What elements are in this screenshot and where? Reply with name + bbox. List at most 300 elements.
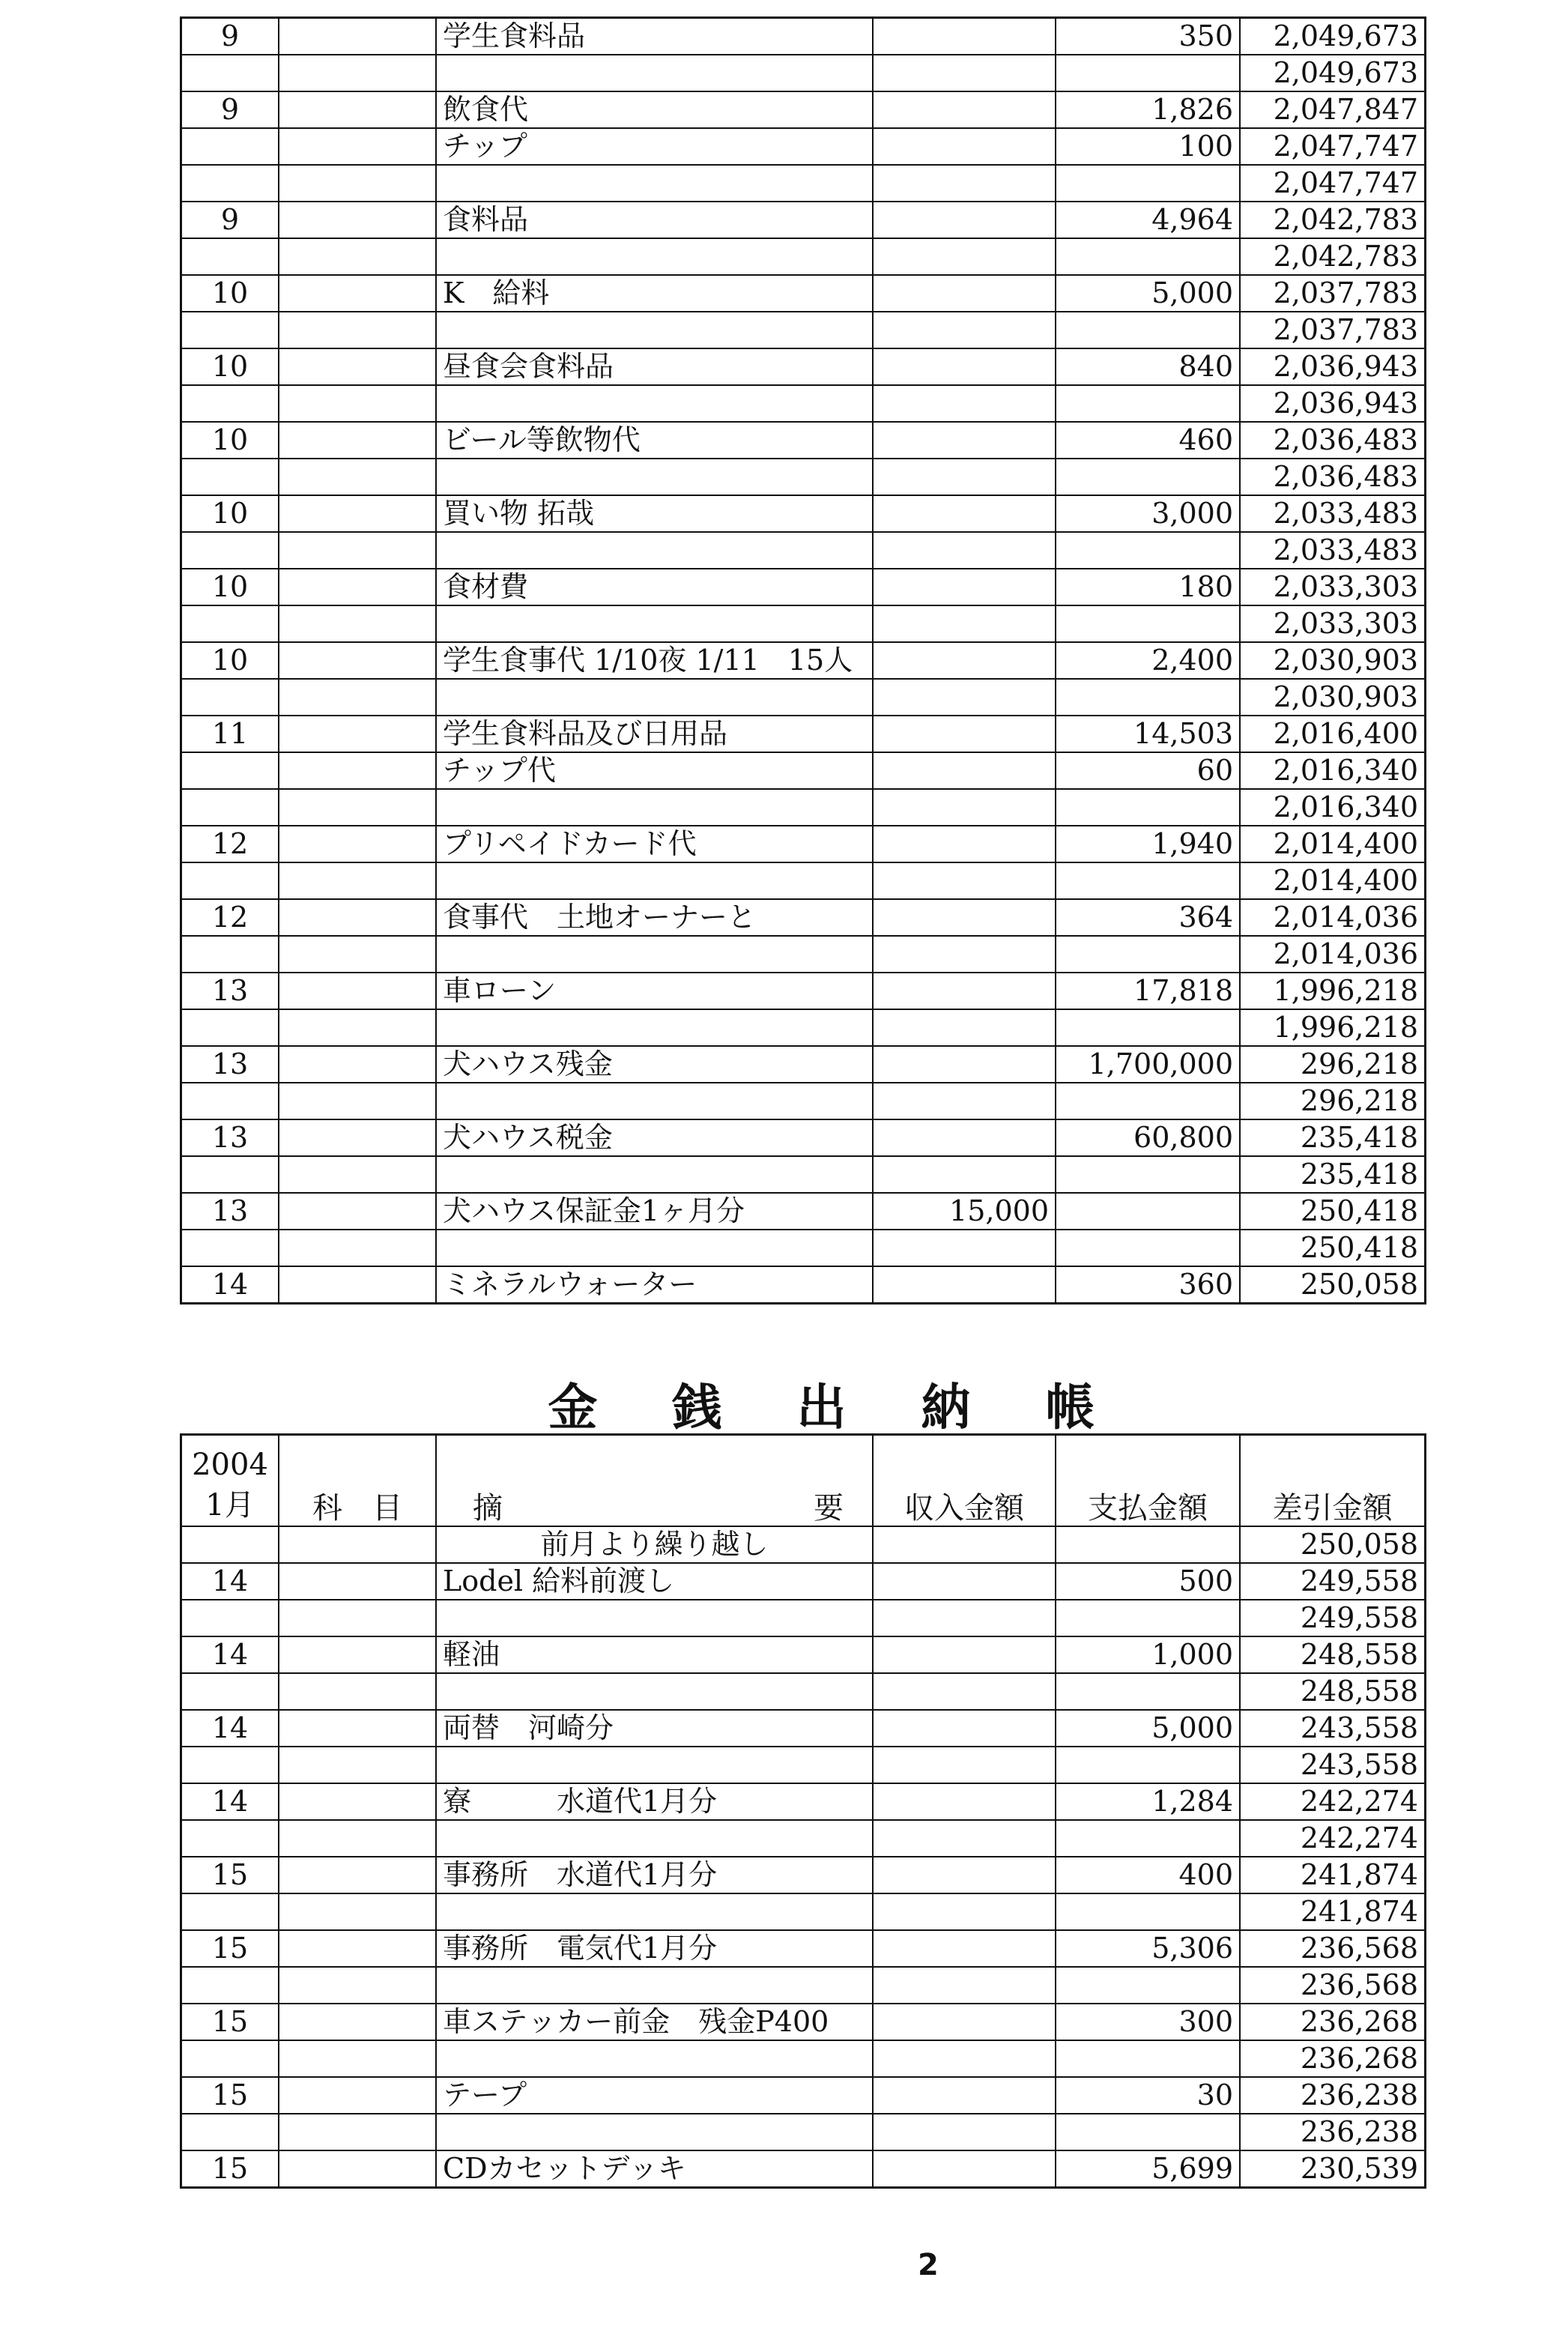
description-cell (436, 1820, 873, 1857)
ledger-row (181, 642, 1426, 679)
subject-cell (279, 789, 436, 826)
description-cell: 事務所 電気代1月分 (436, 1930, 873, 1967)
subject-cell (279, 1563, 436, 1600)
date-cell: 14 (181, 1563, 279, 1600)
ledger-body-continued (181, 18, 1426, 1304)
income-cell (873, 1600, 1056, 1636)
date-cell (181, 165, 279, 202)
payment-cell: 364 (1056, 899, 1240, 936)
date-cell: 13 (181, 973, 279, 1009)
balance-cell: 2,016,340 (1240, 752, 1426, 789)
description-cell: 事務所 水道代1月分 (436, 1857, 873, 1893)
subject-cell (279, 165, 436, 202)
ledger-row (181, 936, 1426, 973)
payment-cell (1056, 1820, 1240, 1857)
payment-cell (1056, 1009, 1240, 1046)
income-cell (873, 91, 1056, 128)
description-cell: 昼食会食料品 (436, 348, 873, 385)
ledger-row (181, 1193, 1426, 1230)
description-cell (436, 1747, 873, 1783)
description-cell: プリペイドカード代 (436, 826, 873, 862)
month-label: 1月 (205, 1488, 255, 1523)
subject-cell (279, 532, 436, 569)
payment-cell (1056, 679, 1240, 716)
payment-cell: 460 (1056, 422, 1240, 459)
payment-cell: 500 (1056, 1563, 1240, 1600)
balance-cell: 236,238 (1240, 2114, 1426, 2150)
date-cell: 15 (181, 1857, 279, 1893)
date-cell: 11 (181, 716, 279, 752)
description-cell (436, 1009, 873, 1046)
payment-cell (1056, 532, 1240, 569)
payment-cell (1056, 862, 1240, 899)
balance-cell: 250,418 (1240, 1193, 1426, 1230)
balance-cell: 2,036,943 (1240, 385, 1426, 422)
description-cell: 軽油 (436, 1636, 873, 1673)
subject-cell (279, 642, 436, 679)
description-cell (436, 55, 873, 91)
payment-cell (1056, 165, 1240, 202)
payment-cell (1056, 2040, 1240, 2077)
ledger-table (180, 1433, 1426, 2189)
balance-cell: 2,030,903 (1240, 642, 1426, 679)
subject-cell (279, 2114, 436, 2150)
balance-cell: 242,274 (1240, 1820, 1426, 1857)
payment-cell (1056, 1967, 1240, 2004)
balance-header: 差引金額 (1240, 1435, 1426, 1527)
balance-cell: 241,874 (1240, 1857, 1426, 1893)
description-cell: ビール等飲物代 (436, 422, 873, 459)
subject-cell (279, 716, 436, 752)
date-cell (181, 459, 279, 495)
balance-cell: 2,047,747 (1240, 165, 1426, 202)
ledger-row (181, 679, 1426, 716)
carry-over-row (181, 1526, 1426, 1563)
ledger-row (181, 385, 1426, 422)
date-cell (181, 1893, 279, 1930)
balance-cell: 235,418 (1240, 1156, 1426, 1193)
payment-cell: 1,000 (1056, 1636, 1240, 1673)
payment-cell: 300 (1056, 2004, 1240, 2040)
income-cell (873, 1636, 1056, 1673)
ledger-row (181, 1046, 1426, 1083)
description-cell: 犬ハウス税金 (436, 1119, 873, 1156)
date-cell: 12 (181, 899, 279, 936)
balance-cell: 250,418 (1240, 1230, 1426, 1266)
description-cell (436, 385, 873, 422)
income-cell (873, 789, 1056, 826)
ledger-row (181, 973, 1426, 1009)
date-cell: 9 (181, 91, 279, 128)
subject-cell (279, 679, 436, 716)
income-cell (873, 1893, 1056, 1930)
balance-cell: 2,016,340 (1240, 789, 1426, 826)
income-cell (873, 679, 1056, 716)
balance-cell: 249,558 (1240, 1600, 1426, 1636)
ledger-row (181, 1230, 1426, 1266)
subject-cell (279, 826, 436, 862)
balance-cell: 2,037,783 (1240, 312, 1426, 348)
income-cell (873, 348, 1056, 385)
ledger-row (181, 312, 1426, 348)
date-cell: 13 (181, 1193, 279, 1230)
description-cell (436, 459, 873, 495)
description-cell: 車ステッカー前金 残金P400 (436, 2004, 873, 2040)
date-cell: 14 (181, 1783, 279, 1820)
description-cell (436, 1156, 873, 1193)
subject-cell (279, 1893, 436, 1930)
income-cell (873, 18, 1056, 55)
subject-cell (279, 1600, 436, 1636)
subject-cell (279, 752, 436, 789)
payment-cell: 30 (1056, 2077, 1240, 2114)
payment-cell (1056, 605, 1240, 642)
ledger-row (181, 238, 1426, 275)
income-cell (873, 1783, 1056, 1820)
balance-cell: 296,218 (1240, 1046, 1426, 1083)
income-cell (873, 1710, 1056, 1747)
description-cell: K 給料 (436, 275, 873, 312)
balance-cell: 2,033,483 (1240, 532, 1426, 569)
ledger-title: 金銭出納帳 (548, 1379, 1170, 1436)
payment-cell (1056, 936, 1240, 973)
income-cell (873, 1747, 1056, 1783)
subject-cell (279, 605, 436, 642)
subject-cell (279, 422, 436, 459)
income-cell (873, 165, 1056, 202)
subject-cell (279, 973, 436, 1009)
date-cell (181, 862, 279, 899)
ledger-row (181, 752, 1426, 789)
income-cell (873, 128, 1056, 165)
description-cell (436, 936, 873, 973)
balance-cell: 236,568 (1240, 1930, 1426, 1967)
payment-cell: 5,000 (1056, 1710, 1240, 1747)
income-cell (873, 973, 1056, 1009)
subject-cell (279, 1636, 436, 1673)
date-cell: 10 (181, 422, 279, 459)
ledger-row (181, 1857, 1426, 1893)
ledger-row (181, 91, 1426, 128)
date-cell: 10 (181, 569, 279, 605)
ledger-row (181, 1600, 1426, 1636)
date-cell: 10 (181, 642, 279, 679)
payment-cell (1056, 1673, 1240, 1710)
date-cell: 14 (181, 1710, 279, 1747)
date-header (181, 1435, 279, 1527)
payment-cell (1056, 1156, 1240, 1193)
date-cell (181, 936, 279, 973)
date-cell: 10 (181, 275, 279, 312)
balance-cell: 2,030,903 (1240, 679, 1426, 716)
payment-cell: 400 (1056, 1857, 1240, 1893)
balance-cell: 2,014,400 (1240, 826, 1426, 862)
balance-cell: 2,049,673 (1240, 18, 1426, 55)
balance-cell: 236,268 (1240, 2004, 1426, 2040)
subject-cell (279, 1230, 436, 1266)
balance-cell: 1,996,218 (1240, 973, 1426, 1009)
date-cell (181, 1156, 279, 1193)
date-cell (181, 605, 279, 642)
subject-cell (279, 569, 436, 605)
income-cell (873, 1857, 1056, 1893)
description-cell (436, 605, 873, 642)
carry-over-label: 前月より繰り越し (436, 1526, 873, 1563)
payment-cell (1056, 1747, 1240, 1783)
date-cell (181, 679, 279, 716)
ledger-body (181, 1435, 1426, 2188)
subject-cell (279, 2077, 436, 2114)
date-cell (181, 238, 279, 275)
income-cell (873, 1009, 1056, 1046)
balance-cell: 2,016,400 (1240, 716, 1426, 752)
balance-cell: 2,037,783 (1240, 275, 1426, 312)
payment-cell: 180 (1056, 569, 1240, 605)
date-cell (181, 1747, 279, 1783)
payment-cell: 60,800 (1056, 1119, 1240, 1156)
date-cell: 10 (181, 348, 279, 385)
income-cell (873, 826, 1056, 862)
date-cell: 13 (181, 1046, 279, 1083)
balance-cell: 2,033,303 (1240, 569, 1426, 605)
balance-cell: 1,996,218 (1240, 1009, 1426, 1046)
ledger-row (181, 1930, 1426, 1967)
ledger-row (181, 1119, 1426, 1156)
payment-cell: 100 (1056, 128, 1240, 165)
balance-cell: 248,558 (1240, 1673, 1426, 1710)
payment-cell (1056, 238, 1240, 275)
payment-cell (1056, 312, 1240, 348)
subject-cell (279, 1526, 436, 1563)
carry-over-balance: 250,058 (1240, 1526, 1426, 1563)
date-cell (181, 789, 279, 826)
payment-cell (1056, 1083, 1240, 1119)
subject-cell (279, 1673, 436, 1710)
description-cell: Lodel 給料前渡し (436, 1563, 873, 1600)
ledger-row (181, 826, 1426, 862)
subject-cell (279, 1967, 436, 2004)
income-cell (873, 899, 1056, 936)
description-cell: 買い物 拓哉 (436, 495, 873, 532)
payment-cell: 1,700,000 (1056, 1046, 1240, 1083)
subject-cell (279, 1156, 436, 1193)
subject-cell (279, 128, 436, 165)
description-cell (436, 165, 873, 202)
income-cell (873, 1046, 1056, 1083)
payment-cell: 3,000 (1056, 495, 1240, 532)
income-cell (873, 422, 1056, 459)
subject-cell (279, 2004, 436, 2040)
balance-cell: 2,033,483 (1240, 495, 1426, 532)
description-header-left: 摘 (473, 1491, 503, 1526)
ledger-row (181, 1783, 1426, 1820)
description-cell: チップ (436, 128, 873, 165)
ledger-row (181, 716, 1426, 752)
ledger-row (181, 2150, 1426, 2188)
income-cell (873, 1967, 1056, 2004)
date-cell: 15 (181, 1930, 279, 1967)
income-cell (873, 2114, 1056, 2150)
ledger-row (181, 1156, 1426, 1193)
subject-cell (279, 91, 436, 128)
description-cell: 学生食料品 (436, 18, 873, 55)
ledger-row (181, 165, 1426, 202)
income-cell (873, 1230, 1056, 1266)
description-cell: CDカセットデッキ (436, 2150, 873, 2188)
subject-cell (279, 2040, 436, 2077)
payment-cell: 4,964 (1056, 202, 1240, 238)
ledger-header-row (181, 1435, 1426, 1527)
subject-cell (279, 899, 436, 936)
date-cell (181, 55, 279, 91)
payment-cell: 840 (1056, 348, 1240, 385)
year-label: 2004 (192, 1448, 268, 1482)
ledger-row (181, 1266, 1426, 1304)
income-cell (873, 2004, 1056, 2040)
balance-cell: 250,058 (1240, 1266, 1426, 1304)
ledger-row (181, 495, 1426, 532)
ledger-row (181, 569, 1426, 605)
ledger-row (181, 55, 1426, 91)
date-cell (181, 1526, 279, 1563)
description-cell (436, 679, 873, 716)
income-cell (873, 1930, 1056, 1967)
description-cell (436, 1600, 873, 1636)
payment-cell: 14,503 (1056, 716, 1240, 752)
description-cell: 飲食代 (436, 91, 873, 128)
ledger-row (181, 422, 1426, 459)
balance-cell: 2,014,400 (1240, 862, 1426, 899)
payment-cell (1056, 1893, 1240, 1930)
balance-cell: 2,047,747 (1240, 128, 1426, 165)
balance-cell: 230,539 (1240, 2150, 1426, 2188)
payment-cell: 5,306 (1056, 1930, 1240, 1967)
subject-cell (279, 1820, 436, 1857)
description-cell: チップ代 (436, 752, 873, 789)
page-number: 2 (918, 2248, 939, 2282)
subject-cell (279, 495, 436, 532)
date-cell: 10 (181, 495, 279, 532)
description-cell (436, 1083, 873, 1119)
income-cell (873, 569, 1056, 605)
description-header (436, 1435, 873, 1527)
ledger-row (181, 2077, 1426, 2114)
income-cell (873, 1266, 1056, 1304)
ledger-row (181, 1747, 1426, 1783)
date-cell: 9 (181, 202, 279, 238)
subject-cell (279, 55, 436, 91)
income-cell (873, 238, 1056, 275)
ledger-row (181, 1563, 1426, 1600)
subject-cell (279, 238, 436, 275)
description-cell (436, 1967, 873, 2004)
subject-cell (279, 312, 436, 348)
description-cell (436, 2040, 873, 2077)
income-cell (873, 1119, 1056, 1156)
date-cell: 14 (181, 1636, 279, 1673)
date-cell (181, 1009, 279, 1046)
income-cell (873, 1083, 1056, 1119)
balance-cell: 236,568 (1240, 1967, 1426, 2004)
description-cell: 学生食事代 1/10夜 1/11 15人 (436, 642, 873, 679)
date-cell: 15 (181, 2004, 279, 2040)
income-cell (873, 1820, 1056, 1857)
payment-cell (1056, 789, 1240, 826)
ledger-row (181, 18, 1426, 55)
description-cell: 食事代 土地オーナーと (436, 899, 873, 936)
description-cell (436, 862, 873, 899)
payment-cell (1056, 385, 1240, 422)
ledger-row (181, 1893, 1426, 1930)
income-cell (873, 2077, 1056, 2114)
ledger-row (181, 899, 1426, 936)
subject-cell (279, 1083, 436, 1119)
income-cell (873, 936, 1056, 973)
income-cell (873, 642, 1056, 679)
subject-cell (279, 385, 436, 422)
income-cell: 15,000 (873, 1193, 1056, 1230)
subject-cell (279, 1009, 436, 1046)
description-cell: 犬ハウス保証金1ヶ月分 (436, 1193, 873, 1230)
date-cell: 12 (181, 826, 279, 862)
ledger-row (181, 2040, 1426, 2077)
ledger-row (181, 2114, 1426, 2150)
description-cell (436, 1230, 873, 1266)
date-cell (181, 1673, 279, 1710)
description-cell: 食材費 (436, 569, 873, 605)
subject-cell (279, 1857, 436, 1893)
income-header: 収入金額 (873, 1435, 1056, 1527)
payment-cell: 360 (1056, 1266, 1240, 1304)
date-cell (181, 2040, 279, 2077)
income-cell (873, 385, 1056, 422)
payment-cell (1056, 2114, 1240, 2150)
description-cell: 学生食料品及び日用品 (436, 716, 873, 752)
balance-cell: 296,218 (1240, 1083, 1426, 1119)
description-cell: 両替 河崎分 (436, 1710, 873, 1747)
description-cell: 車ローン (436, 973, 873, 1009)
date-cell (181, 312, 279, 348)
income-cell (873, 1526, 1056, 1563)
income-cell (873, 55, 1056, 91)
subject-cell (279, 1046, 436, 1083)
subject-cell (279, 1783, 436, 1820)
payment-cell: 60 (1056, 752, 1240, 789)
ledger-row (181, 275, 1426, 312)
income-cell (873, 716, 1056, 752)
subject-cell (279, 459, 436, 495)
income-cell (873, 312, 1056, 348)
description-cell (436, 789, 873, 826)
balance-cell: 243,558 (1240, 1747, 1426, 1783)
date-cell (181, 2114, 279, 2150)
ledger-row (181, 459, 1426, 495)
balance-cell: 2,042,783 (1240, 202, 1426, 238)
balance-cell: 243,558 (1240, 1710, 1426, 1747)
description-cell: 寮 水道代1月分 (436, 1783, 873, 1820)
income-cell (873, 202, 1056, 238)
date-cell: 14 (181, 1266, 279, 1304)
ledger-row (181, 128, 1426, 165)
ledger-table-continued (180, 16, 1426, 1305)
payment-cell (1056, 1526, 1240, 1563)
date-cell (181, 1600, 279, 1636)
balance-cell: 2,036,483 (1240, 422, 1426, 459)
ledger-row (181, 348, 1426, 385)
balance-cell: 249,558 (1240, 1563, 1426, 1600)
payment-header: 支払金額 (1056, 1435, 1240, 1527)
description-header-right: 要 (814, 1491, 844, 1526)
